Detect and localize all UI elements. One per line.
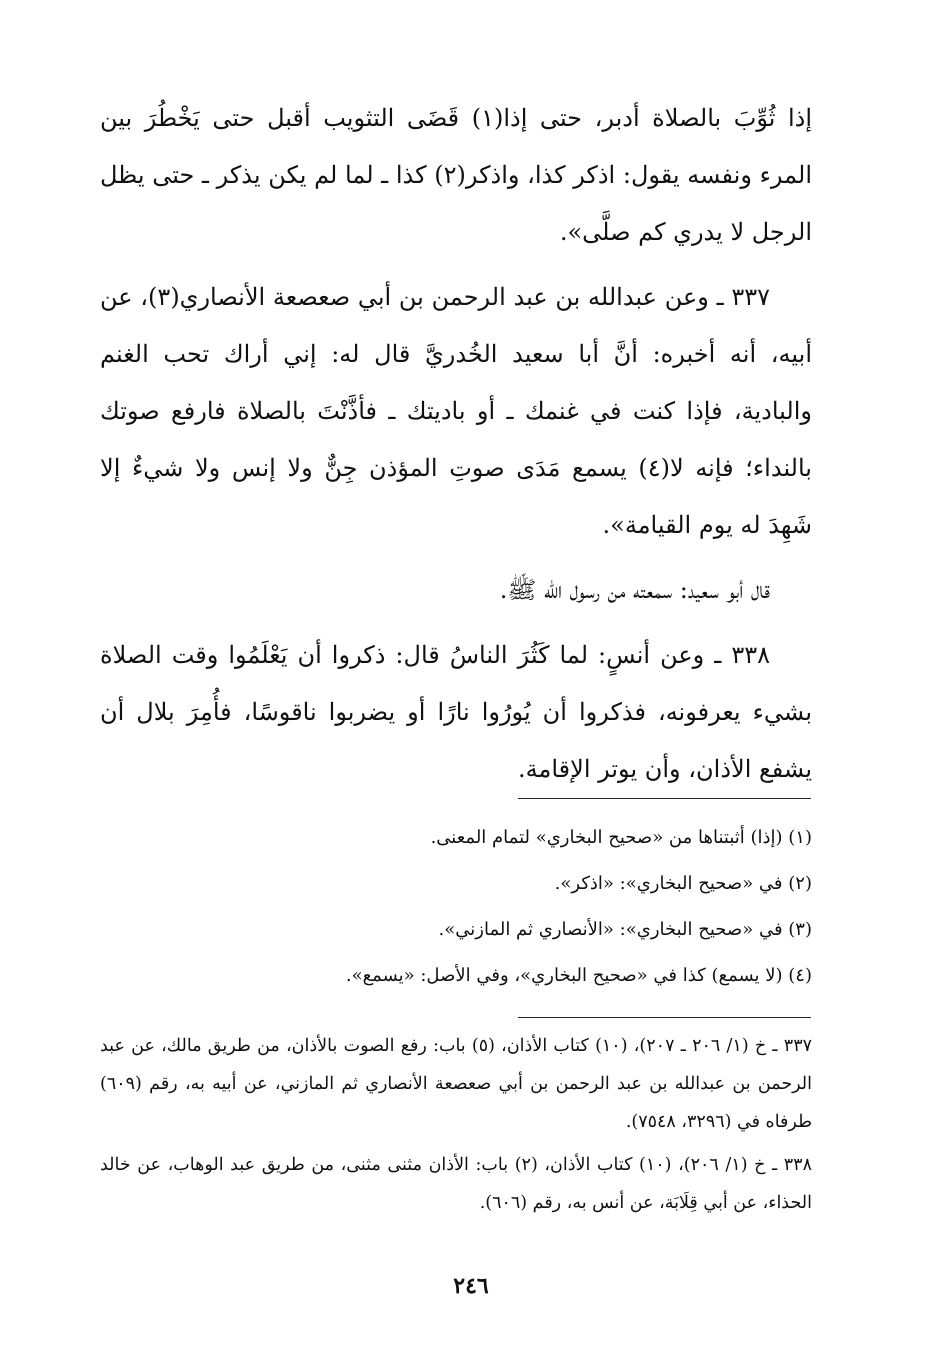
takhrij-notes xyxy=(100,1027,812,1222)
footnotes xyxy=(100,815,812,999)
main-text xyxy=(100,90,812,798)
footnote-1: (١) (إذا) أثبتناها من «صحيح البخاري» لتمام المعنى. xyxy=(430,827,812,848)
paragraph-continuation: إذا ثُوِّبَ بالصلاة أدبر، حتى إذا(١) قَضَى التثويب أقبل حتى يَخْطُرَ بين المرء ونفسه يقول: اذكر كذا، واذكر(٢) كذا ـ لما لم يكن يذكر ـ حتى يظل الرجل لا يدري كم صلَّى». xyxy=(100,104,813,246)
takhrij-separator xyxy=(518,1017,811,1018)
paragraph-hadith-337: ٣٣٧ ـ وعن عبدالله بن عبد الرحمن بن أبي صعصعة الأنصاري(٣)، عن أبيه، أنه أخبره: أنَّ أبا سعيد الخُدريَّ قال له: إني أراك تحب الغنم والبادية، فإذا كنت في غنمك ـ أو باديتك ـ فأذَّنْتَ بالصلاة فارفع صوتك بالنداء؛ فإنه لا(٤) يسمع مَدَى صوتِ المؤذن جِنٌّ ولا إنس ولا شيءٌ إلا شَهِدَ له يوم القيامة». xyxy=(100,283,812,539)
footnote-3: (٣) في «صحيح البخاري»: «الأنصاري ثم المازني». xyxy=(438,919,812,940)
footnote-2: (٢) في «صحيح البخاري»: «اذكر». xyxy=(554,873,812,894)
page-number: ٢٤٦ xyxy=(453,1273,489,1299)
footnote-separator xyxy=(518,798,811,799)
takhrij-338: ٣٣٨ ـ خ (١/ ٢٠٦)، (١٠) كتاب الأذان، (٢) باب: الأذان مثنى مثنى، من طريق عبد الوهاب، عن خالد الحذاء، عن أبي قِلَابَة، عن أنس به، رقم (٦٠٦). xyxy=(100,1155,812,1213)
takhrij-337: ٣٣٧ ـ خ (١/ ٢٠٦ ـ ٢٠٧)، (١٠) كتاب الأذان، (٥) باب: رفع الصوت بالأذان، من طريق مالك، عن عبد الرحمن بن عبدالله بن عبد الرحمن بن أبي صعصعة الأنصاري ثم المازني، عن أبيه به، رقم (٦٠٩) طرفاه في (٣٢٩٦، ٧٥٤٨). xyxy=(100,1036,812,1132)
paragraph-abu-said: قال أبو سعيد: سمعته من رسول الله ﷺ. xyxy=(499,576,770,604)
paragraph-hadith-338: ٣٣٨ ـ وعن أنسٍ: لما كَثُرَ الناسُ قال: ذكروا أن يَعْلَمُوا وقت الصلاة بشيء يعرفونه، فذكروا أن يُورُوا نارًا أو يضربوا ناقوسًا، فأُمِرَ بلال أن يشفع الأذان، وأن يوتر الإقامة. xyxy=(100,641,812,783)
footnote-4: (٤) (لا يسمع) كذا في «صحيح البخاري»، وفي الأصل: «يسمع». xyxy=(345,965,812,986)
